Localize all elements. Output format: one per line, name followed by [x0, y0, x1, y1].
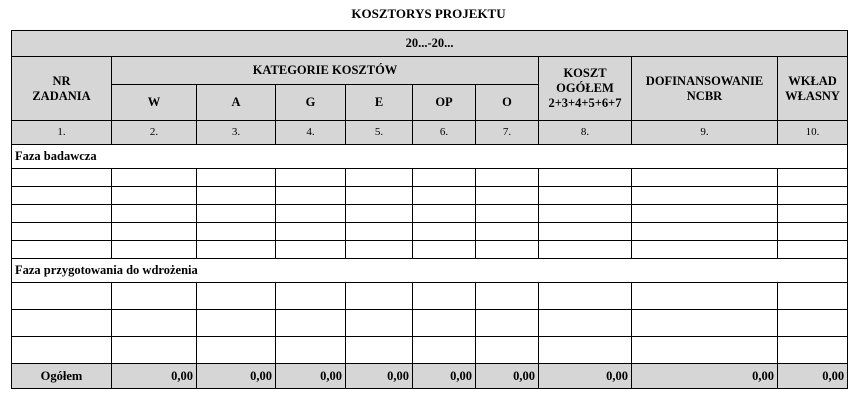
table-cell[interactable]	[197, 205, 276, 223]
phase-name: Faza przygotowania do wdrożenia	[12, 259, 848, 283]
table-cell[interactable]	[476, 169, 539, 187]
column-number-row	[12, 121, 848, 145]
table-cell[interactable]	[413, 337, 476, 364]
table-cell[interactable]	[197, 310, 276, 337]
header-total-cost	[539, 57, 632, 121]
table-row	[12, 187, 848, 205]
table-cell[interactable]	[778, 283, 848, 310]
header-task-number-line1: NR	[52, 73, 71, 88]
table-row	[12, 223, 848, 241]
table-cell[interactable]	[539, 337, 632, 364]
table-cell[interactable]	[346, 205, 413, 223]
table-cell[interactable]	[539, 187, 632, 205]
table-cell[interactable]	[276, 241, 346, 259]
table-cell[interactable]	[632, 337, 778, 364]
table-cell[interactable]	[632, 223, 778, 241]
table-row	[12, 337, 848, 364]
header-own-contribution	[778, 57, 848, 121]
total-value: 0,00	[476, 364, 539, 389]
table-cell[interactable]	[197, 187, 276, 205]
table-cell[interactable]	[476, 337, 539, 364]
table-cell[interactable]	[632, 205, 778, 223]
table-cell[interactable]	[346, 169, 413, 187]
year-range-row	[12, 31, 848, 57]
header-category-a: A	[197, 85, 276, 121]
phase-row	[12, 145, 848, 169]
table-cell[interactable]	[539, 169, 632, 187]
total-value: 0,00	[276, 364, 346, 389]
year-range-cell: 20...-20...	[12, 31, 848, 57]
table-cell[interactable]	[276, 223, 346, 241]
column-number: 2.	[112, 121, 197, 145]
table-cell[interactable]	[778, 205, 848, 223]
column-number: 6.	[413, 121, 476, 145]
table-cell[interactable]	[12, 205, 112, 223]
table-cell[interactable]	[12, 310, 112, 337]
table-row	[12, 169, 848, 187]
header-cofinancing	[632, 57, 778, 121]
table-cell[interactable]	[112, 223, 197, 241]
total-value: 0,00	[197, 364, 276, 389]
table-cell[interactable]	[12, 241, 112, 259]
table-cell[interactable]	[12, 169, 112, 187]
table-cell[interactable]	[413, 283, 476, 310]
table-cell[interactable]	[539, 283, 632, 310]
total-value: 0,00	[346, 364, 413, 389]
table-cell[interactable]	[413, 187, 476, 205]
table-cell[interactable]	[346, 283, 413, 310]
column-number: 9.	[632, 121, 778, 145]
header-category-g: G	[276, 85, 346, 121]
table-cell[interactable]	[112, 283, 197, 310]
table-cell[interactable]	[346, 310, 413, 337]
table-cell[interactable]	[413, 310, 476, 337]
header-own-contribution-line2: WŁASNY	[785, 88, 840, 103]
table-cell[interactable]	[346, 337, 413, 364]
table-cell[interactable]	[539, 310, 632, 337]
table-cell[interactable]	[276, 337, 346, 364]
header-cost-categories: KATEGORIE KOSZTÓW	[112, 57, 539, 85]
table-cell[interactable]	[476, 241, 539, 259]
table-cell[interactable]	[539, 205, 632, 223]
table-cell[interactable]	[778, 169, 848, 187]
table-cell[interactable]	[12, 337, 112, 364]
document-title: KOSZTORYS PROJEKTU	[351, 6, 506, 21]
header-total-cost-line2: OGÓŁEM	[556, 81, 614, 95]
column-number: 1.	[12, 121, 112, 145]
totals-label: Ogółem	[12, 364, 112, 389]
table-cell[interactable]	[112, 337, 197, 364]
header-task-number-line2: ZADANIA	[32, 88, 91, 103]
table-cell[interactable]	[632, 169, 778, 187]
table-cell[interactable]	[276, 310, 346, 337]
header-total-cost-line3: 2+3+4+5+6+7	[548, 96, 622, 110]
header-task-number	[12, 57, 112, 121]
table-cell[interactable]	[413, 241, 476, 259]
table-cell[interactable]	[632, 187, 778, 205]
header-own-contribution-line1: WKŁAD	[788, 73, 837, 88]
table-cell[interactable]	[197, 283, 276, 310]
header-category-e: E	[346, 85, 413, 121]
column-number: 8.	[539, 121, 632, 145]
table-row	[12, 283, 848, 310]
table-cell[interactable]	[112, 187, 197, 205]
table-cell[interactable]	[276, 205, 346, 223]
table-cell[interactable]	[413, 205, 476, 223]
table-cell[interactable]	[112, 310, 197, 337]
table-cell[interactable]	[539, 223, 632, 241]
table-cell[interactable]	[778, 337, 848, 364]
column-number: 7.	[476, 121, 539, 145]
table-cell[interactable]	[112, 241, 197, 259]
table-cell[interactable]	[632, 283, 778, 310]
table-cell[interactable]	[476, 283, 539, 310]
table-cell[interactable]	[346, 241, 413, 259]
table-cell[interactable]	[112, 205, 197, 223]
table-cell[interactable]	[476, 187, 539, 205]
table-cell[interactable]	[346, 187, 413, 205]
table-cell[interactable]	[12, 283, 112, 310]
header-cofinancing-line1: DOFINANSOWANIE	[645, 73, 764, 88]
column-number: 5.	[346, 121, 413, 145]
table-row	[12, 205, 848, 223]
table-cell[interactable]	[197, 169, 276, 187]
column-number: 4.	[276, 121, 346, 145]
total-value: 0,00	[413, 364, 476, 389]
phase-name: Faza badawcza	[12, 145, 848, 169]
table-cell[interactable]	[778, 241, 848, 259]
header-total-cost-line1: KOSZT	[563, 66, 607, 80]
table-cell[interactable]	[413, 223, 476, 241]
total-value: 0,00	[778, 364, 848, 389]
table-cell[interactable]	[539, 241, 632, 259]
total-value: 0,00	[632, 364, 778, 389]
total-value: 0,00	[539, 364, 632, 389]
table-cell[interactable]	[197, 337, 276, 364]
table-cell[interactable]	[112, 169, 197, 187]
table-cell[interactable]	[476, 205, 539, 223]
table-cell[interactable]	[346, 223, 413, 241]
table-cell[interactable]	[632, 241, 778, 259]
table-cell[interactable]	[632, 310, 778, 337]
column-number: 10.	[778, 121, 848, 145]
total-value: 0,00	[112, 364, 197, 389]
table-cell[interactable]	[276, 187, 346, 205]
table-cell[interactable]	[778, 223, 848, 241]
table-cell[interactable]	[12, 223, 112, 241]
table-row	[12, 241, 848, 259]
table-cell[interactable]	[276, 283, 346, 310]
header-row-1	[12, 57, 848, 85]
header-cofinancing-line2: NCBR	[686, 88, 723, 103]
table-cell[interactable]	[12, 187, 112, 205]
table-cell[interactable]	[778, 187, 848, 205]
phase-row	[12, 259, 848, 283]
totals-row	[12, 364, 848, 389]
table-cell[interactable]	[778, 310, 848, 337]
table-cell[interactable]	[276, 169, 346, 187]
budget-table	[11, 30, 848, 389]
table-cell[interactable]	[197, 241, 276, 259]
header-category-op: OP	[413, 85, 476, 121]
table-cell[interactable]	[476, 223, 539, 241]
column-number: 3.	[197, 121, 276, 145]
table-cell[interactable]	[197, 223, 276, 241]
table-row	[12, 310, 848, 337]
header-category-o: O	[476, 85, 539, 121]
table-cell[interactable]	[476, 310, 539, 337]
table-cell[interactable]	[413, 169, 476, 187]
header-category-w: W	[112, 85, 197, 121]
